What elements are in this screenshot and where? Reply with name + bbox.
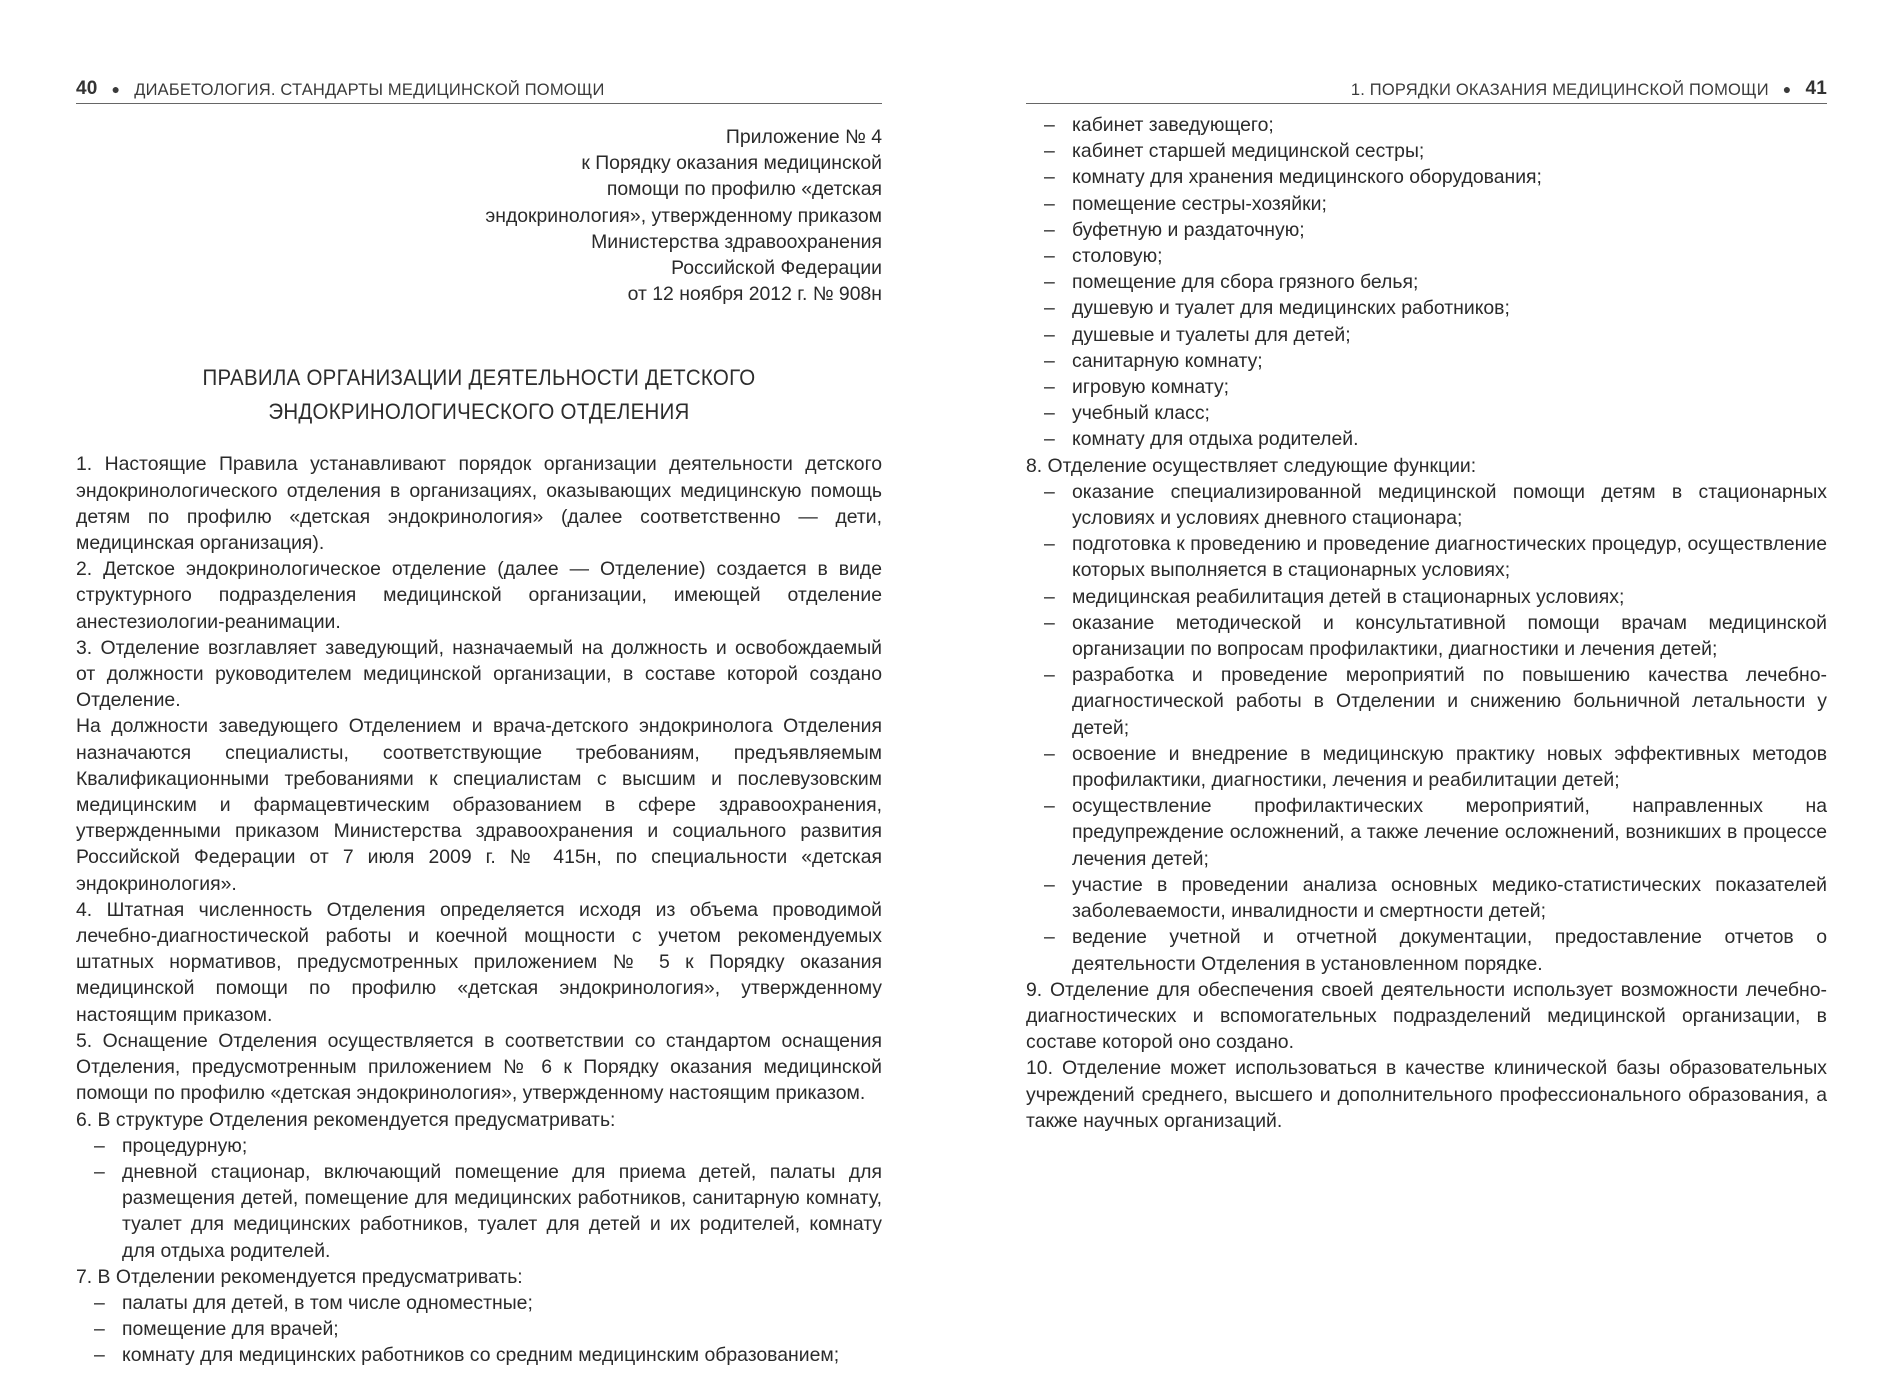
appendix-line: Приложение № 4 [725, 126, 882, 148]
list-item: – кабинет заведующего; [1044, 112, 1827, 138]
left-running-head-title: ДИАБЕТОЛОГИЯ. СТАНДАРТЫ МЕДИЦИНСКОЙ ПОМОЩИ [134, 81, 605, 99]
list-item: – осуществление профилактических мероприятий, направленных на предупреждение осложнений, а также лечение осложнений, возникших в процессе лечения детей; [1044, 793, 1827, 872]
list-item: – душевые и туалеты для детей; [1044, 322, 1827, 348]
list-item: – процедурную; [94, 1133, 882, 1159]
appendix-note [76, 124, 882, 307]
list-item: – разработка и проведение мероприятий по повышению качества лечебно-диагностической работы в Отделении и снижению больничной летальности у детей; [1044, 662, 1827, 741]
appendix-line: эндокринология», утвержденному приказом [485, 204, 882, 227]
list-item: – помещение сестры-хозяйки; [1044, 191, 1827, 217]
list-item: – дневной стационар, включающий помещение для приема детей, палаты для размещения детей, помещение для медицинских работников, санитарную комнату, туалет для медицинских работников, туалет для детей и их родителей, комнату для отдыха родителей. [94, 1159, 882, 1264]
list-item: – освоение и внедрение в медицинскую практику новых эффективных методов профилактики, диагностики, лечения и реабилитации детей; [1044, 741, 1827, 793]
left-page [76, 70, 882, 1369]
appendix-line: Министерства здравоохранения [591, 230, 882, 253]
left-body [76, 451, 882, 1368]
appendix-line: к Порядку оказания медицинской [581, 152, 882, 175]
right-running-head [1026, 70, 1827, 104]
title-line: ЭНДОКРИНОЛОГИЧЕСКОГО ОТДЕЛЕНИЯ [268, 399, 690, 425]
right-page-number: 41 [1805, 78, 1827, 99]
list-item: – комнату для отдыха родителей. [1044, 426, 1827, 452]
paragraph-10: 10. Отделение может использоваться в качестве клинической базы образовательных учреждений среднего, высшего и дополнительного профессионального образования, а также научных организаций. [1026, 1057, 1827, 1132]
title-line: ПРАВИЛА ОРГАНИЗАЦИИ ДЕЯТЕЛЬНОСТИ ДЕТСКОГО [202, 365, 756, 391]
paragraph-1: 1. Настоящие Правила устанавливают порядок организации деятельности детского эндокринологического отделения в организациях, оказывающих медицинскую помощь детям по профилю «детская эндокринология» (далее соответственно — дети, медицинская организация). [76, 453, 882, 555]
paragraph-9: 9. Отделение для обеспечения своей деятельности использует возможности лечебно-диагностических и вспомогательных подразделений медицинской организации, в составе которой оно создано. [1026, 978, 1827, 1054]
list-item: – душевую и туалет для медицинских работников; [1044, 295, 1827, 321]
list-7 [76, 1290, 882, 1369]
right-page [1026, 70, 1827, 1134]
paragraph-4: 4. Штатная численность Отделения определяется исходя из объема проводимой лечебно-диагностической работы и коечной мощности с учетом рекомендуемых штатных нормативов, предусмотренных приложением № 5 к Порядку оказания медицинской помощи по профилю «детская эндокринология», утвержденному настоящим приказом. [76, 898, 882, 1026]
list-item: – помещение для врачей; [94, 1316, 882, 1342]
right-running-head-title: 1. ПОРЯДКИ ОКАЗАНИЯ МЕДИЦИНСКОЙ ПОМОЩИ [1350, 81, 1769, 99]
appendix-line: Российской Федерации [671, 257, 882, 280]
paragraph-3: 3. Отделение возглавляет заведующий, назначаемый на должность и освобождаемый от должности руководителем медицинской организации, в составе которой создано Отделение. [76, 636, 882, 712]
list-6 [76, 1133, 882, 1264]
left-running-head [76, 70, 882, 104]
list-item: – оказание специализированной медицинской помощи детям в стационарных условиях и условиях дневного стационара; [1044, 479, 1827, 531]
list-item: – игровую комнату; [1044, 374, 1827, 400]
bullet-separator: ● [111, 81, 121, 97]
document-title [104, 361, 854, 429]
list-item: – ведение учетной и отчетной документации, предоставление отчетов о деятельности Отделения в установленном порядке. [1044, 924, 1827, 976]
list-item: – учебный класс; [1044, 400, 1827, 426]
appendix-line: помощи по профилю «детская [606, 178, 882, 201]
list-item: – столовую; [1044, 243, 1827, 269]
paragraph-3b: На должности заведующего Отделением и врача-детского эндокринолога Отделения назначаются специалисты, соответствующие требованиям, предъявляемым Квалификационными требованиями к специалистам с высшим и послевузовским медицинским и фармацевтическим образованием в сфере здравоохранения, утвержденными приказом Министерства здравоохранения и социального развития Российской Федерации от 7 июля 2009 г. № 415н, по специальности «детская эндокринология». [76, 715, 882, 895]
paragraph-6: 6. В структуре Отделения рекомендуется предусматривать: [76, 1108, 616, 1131]
paragraph-2: 2. Детское эндокринологическое отделение (далее — Отделение) создается в виде структурного подразделения медицинской организации, имеющей отделение анестезиологии-реанимации. [76, 558, 882, 633]
list-item: – санитарную комнату; [1044, 348, 1827, 374]
paragraph-5: 5. Оснащение Отделения осуществляется в соответствии со стандартом оснащения Отделения, предусмотренным приложением № 6 к Порядку оказания медицинской помощи по профилю «детская эндокринология», утвержденному настоящим приказом. [76, 1029, 882, 1105]
bullet-separator: ● [1782, 81, 1792, 97]
list-item: – кабинет старшей медицинской сестры; [1044, 138, 1827, 164]
list-item: – подготовка к проведению и проведение диагностических процедур, осуществление которых выполняется в стационарных условиях; [1044, 531, 1827, 583]
list-item: – оказание методической и консультативной помощи врачам медицинской организации по вопросам профилактики, диагностики и лечения детей; [1044, 610, 1827, 662]
list-7-continued [1026, 112, 1827, 453]
list-item: – буфетную и раздаточную; [1044, 217, 1827, 243]
list-item: – участие в проведении анализа основных медико-статистических показателей заболеваемости, инвалидности и смертности детей; [1044, 872, 1827, 924]
appendix-line: от 12 ноября 2012 г. № 908н [627, 283, 882, 306]
paragraph-8: 8. Отделение осуществляет следующие функции: [1026, 454, 1477, 477]
left-page-number: 40 [76, 78, 98, 99]
list-item: – медицинская реабилитация детей в стационарных условиях; [1044, 584, 1827, 610]
right-body [1026, 112, 1827, 1134]
list-item: – палаты для детей, в том числе одноместные; [94, 1290, 882, 1316]
list-item: – комнату для хранения медицинского оборудования; [1044, 164, 1827, 190]
list-item: – помещение для сбора грязного белья; [1044, 269, 1827, 295]
paragraph-7: 7. В Отделении рекомендуется предусматривать: [76, 1265, 523, 1288]
list-item: – комнату для медицинских работников со средним медицинским образованием; [94, 1342, 882, 1368]
list-8 [1026, 479, 1827, 977]
